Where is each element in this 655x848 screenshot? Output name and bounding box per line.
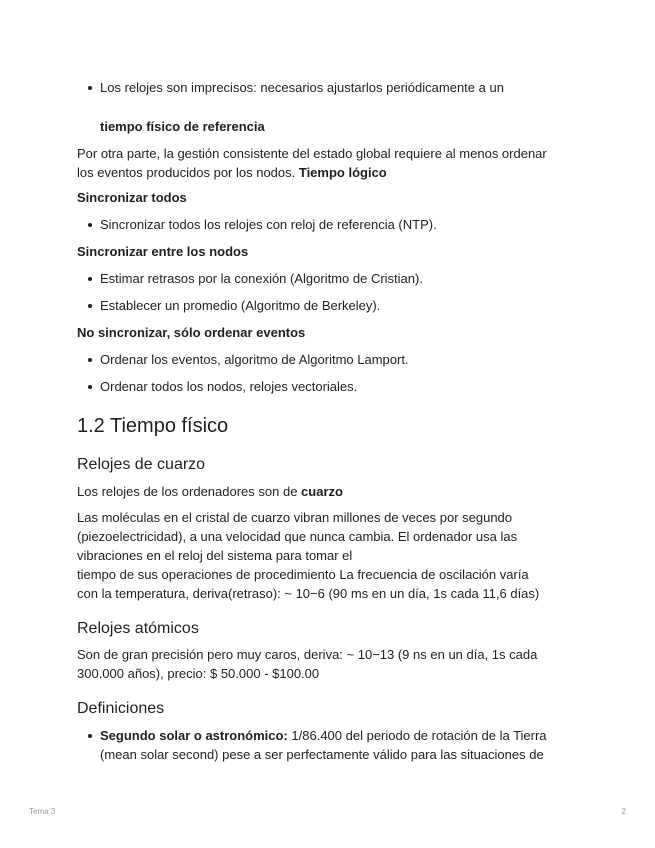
section-title: 1.2 Tiempo físico bbox=[77, 415, 229, 437]
bullet-dot bbox=[88, 223, 92, 227]
quartz-intro: Los relojes de los ordenadores son de cuarzo bbox=[77, 484, 343, 499]
heading-quartz: Relojes de cuarzo bbox=[77, 456, 206, 473]
list-item: Ordenar los eventos, algoritmo de Algoritmo Lamport. bbox=[100, 352, 409, 367]
quartz-paragraph: Las moléculas en el cristal de cuarzo vibran millones de veces por segundo (piezoelectricidad), a una velocidad que nunca cambia. El ordenador usa las vibraciones en el reloj del sistema para tomar el tiempo de sus operaciones de procedimiento La frecuencia de oscilación varía con la temperatura, deriva(retraso): ~ 10−6 (90 ms en un día, 1s cada 11,6 días) bbox=[77, 510, 540, 601]
bullet-dot bbox=[88, 734, 92, 738]
paragraph-global-state: Por otra parte, la gestión consistente del estado global requiere al menos ordenar los eventos producidos por los nodos. Tiempo lógico bbox=[77, 146, 547, 180]
heading-atomic: Relojes atómicos bbox=[77, 620, 199, 637]
bullet-dot bbox=[88, 86, 92, 90]
subheading-sync-all: Sincronizar todos bbox=[77, 190, 187, 205]
bullet-dot bbox=[88, 385, 92, 389]
list-item: Sincronizar todos los relojes con reloj de referencia (NTP). bbox=[100, 217, 437, 232]
page-number: 2 bbox=[621, 807, 626, 816]
list-item: Estimar retrasos por la conexión (Algoritmo de Cristian). bbox=[100, 271, 423, 286]
atomic-paragraph: Son de gran precisión pero muy caros, deriva: ~ 10−13 (9 ns en un día, 1s cada 300.000 años), precio: $ 50.000 - $100.00 bbox=[77, 647, 538, 681]
list-item: Establecer un promedio (Algoritmo de Berkeley). bbox=[100, 298, 381, 313]
list-item-continuation: tiempo físico de referencia bbox=[100, 119, 265, 134]
list-item: Ordenar todos los nodos, relojes vectoriales. bbox=[100, 379, 358, 394]
list-item-definition: Segundo solar o astronómico: 1/86.400 del periodo de rotación de la Tierra (mean solar second) pese a ser perfectamente válido para las situaciones de bbox=[100, 728, 547, 762]
footer-left: Tema 3 bbox=[29, 807, 56, 816]
heading-definitions: Definiciones bbox=[77, 700, 165, 717]
bullet-dot bbox=[88, 277, 92, 281]
subheading-no-sync: No sincronizar, sólo ordenar eventos bbox=[77, 325, 306, 340]
bullet-dot bbox=[88, 358, 92, 362]
list-item: Los relojes son imprecisos: necesarios ajustarlos periódicamente a un bbox=[100, 80, 504, 95]
bullet-dot bbox=[88, 304, 92, 308]
subheading-sync-nodes: Sincronizar entre los nodos bbox=[77, 244, 249, 259]
